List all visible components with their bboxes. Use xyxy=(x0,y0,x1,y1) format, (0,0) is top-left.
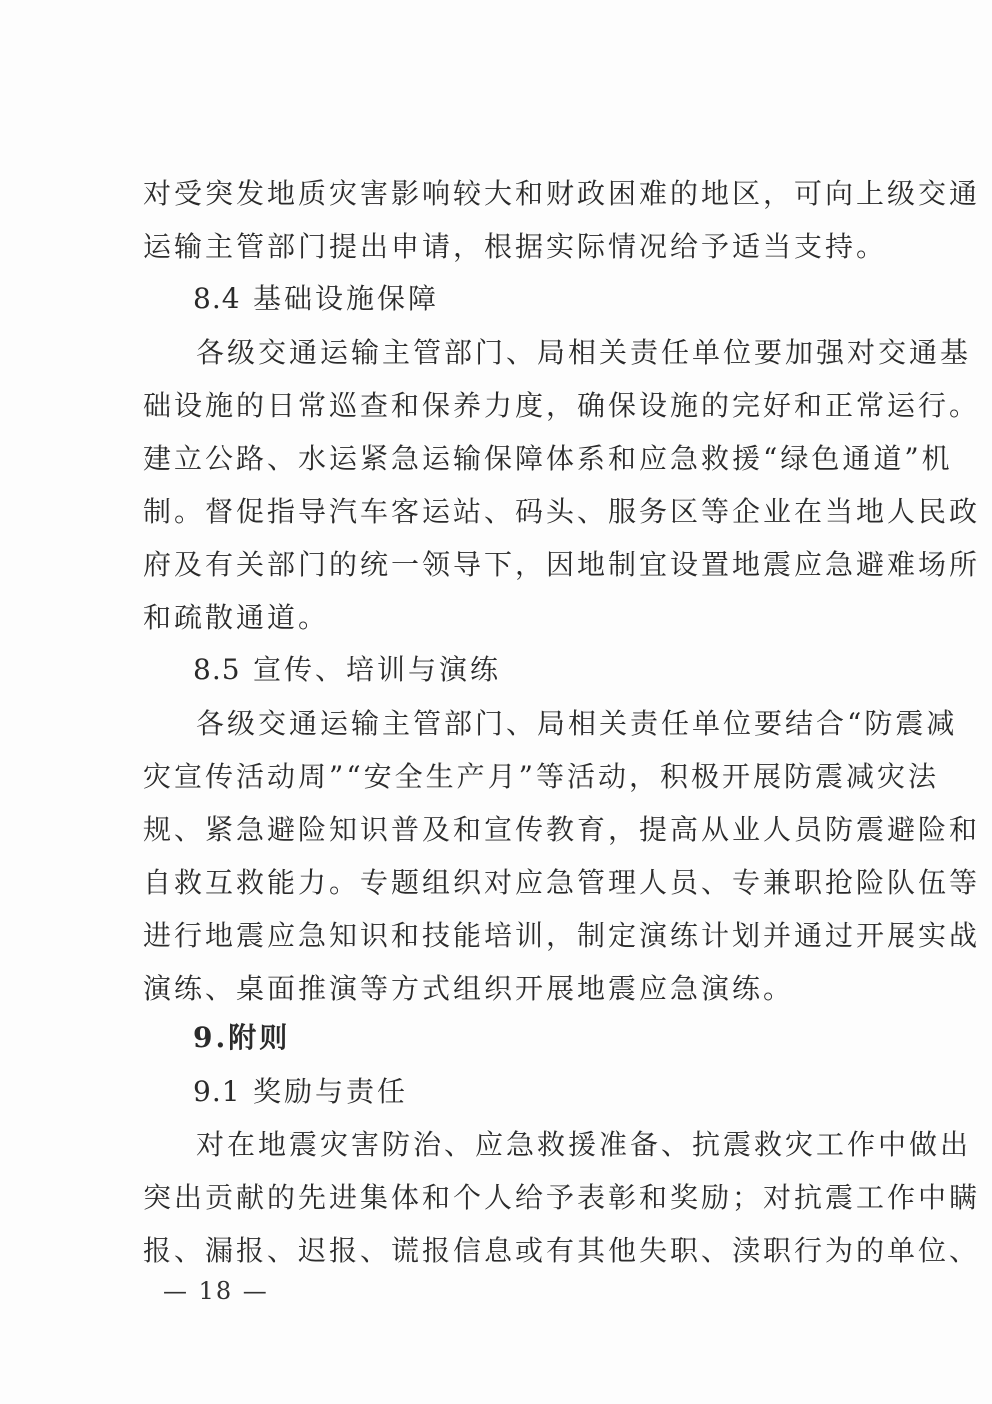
section-title: 基础设施保障 xyxy=(253,282,440,315)
section-number: 8.4 xyxy=(193,282,241,315)
section-heading-9-1 xyxy=(193,1074,913,1110)
page-number: — 18 — xyxy=(163,1277,269,1305)
paragraph-line: 报、漏报、迟报、谎报信息或有其他失职、渎职行为的单位、 xyxy=(143,1234,981,1267)
paragraph-line: 自救互救能力。专题组织对应急管理人员、专兼职抢险队伍等 xyxy=(143,866,981,899)
paragraph-line: 础设施的日常巡查和保养力度，确保设施的完好和正常运行。 xyxy=(143,389,981,422)
paragraph-line: 进行地震应急知识和技能培训，制定演练计划并通过开展实战 xyxy=(143,919,981,952)
section-title: 奖励与责任 xyxy=(253,1075,409,1108)
paragraph-line: 突出贡献的先进集体和个人给予表彰和奖励；对抗震工作中瞒 xyxy=(143,1181,981,1214)
section-heading-8-5 xyxy=(193,652,913,688)
paragraph-line: 灾宣传活动周”“安全生产月”等活动，积极开展防震减灾法 xyxy=(143,760,939,793)
paragraph-line: 制。督促指导汽车客运站、码头、服务区等企业在当地人民政 xyxy=(143,495,981,528)
paragraph-line: 运输主管部门提出申请，根据实际情况给予适当支持。 xyxy=(143,230,888,263)
paragraph-line: 规、紧急避险知识普及和宣传教育，提高从业人员防震避险和 xyxy=(143,813,981,846)
chapter-heading-9: 9.附则 xyxy=(193,1021,291,1054)
section-number: 9.1 xyxy=(193,1075,241,1108)
section-title: 宣传、培训与演练 xyxy=(253,653,502,686)
paragraph-line: 对受突发地质灾害影响较大和财政困难的地区，可向上级交通 xyxy=(143,177,981,210)
section-number: 8.5 xyxy=(193,653,241,686)
paragraph-line: 对在地震灾害防治、应急救援准备、抗震救灾工作中做出 xyxy=(196,1128,972,1161)
section-heading-8-4 xyxy=(193,281,913,317)
paragraph-line: 各级交通运输主管部门、局相关责任单位要加强对交通基 xyxy=(196,336,972,369)
paragraph-line: 建立公路、水运紧急运输保障体系和应急救援“绿色通道”机 xyxy=(143,442,953,475)
paragraph-line: 和疏散通道。 xyxy=(143,601,330,634)
paragraph-line: 府及有关部门的统一领导下，因地制宜设置地震应急避难场所 xyxy=(143,548,981,581)
paragraph-line: 演练、桌面推演等方式组织开展地震应急演练。 xyxy=(143,972,795,1005)
paragraph-line: 各级交通运输主管部门、局相关责任单位要结合“防震减 xyxy=(196,707,958,740)
